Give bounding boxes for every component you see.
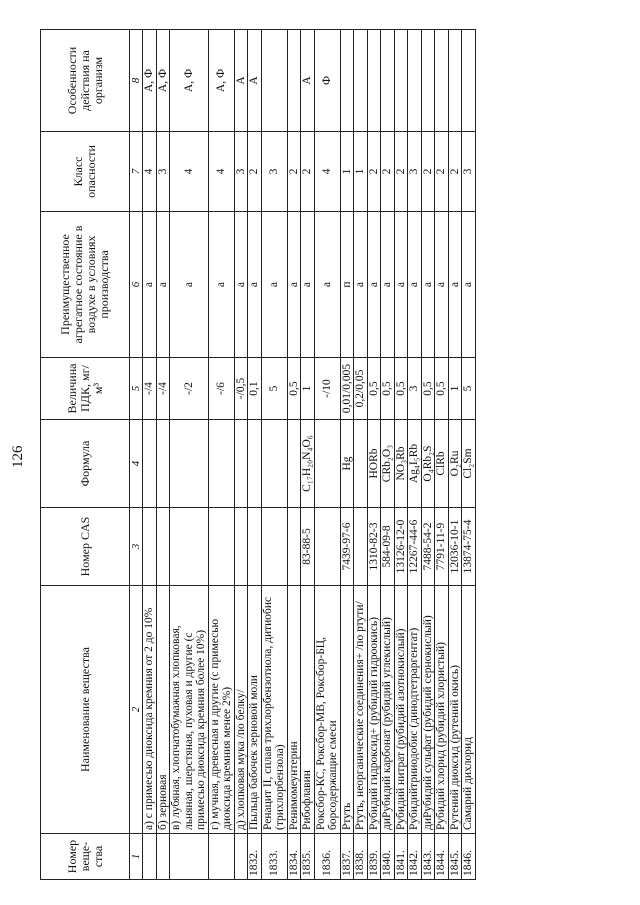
pdk-value: 1: [301, 358, 315, 420]
formula: [143, 420, 157, 508]
substance-number: 1833.: [261, 834, 287, 880]
table-row: [261, 30, 287, 880]
substance-name: Ренимомеунтерин: [287, 586, 301, 834]
table-row: [301, 30, 315, 880]
hazard-class: 2: [394, 132, 408, 212]
hazard-class: 2: [248, 132, 262, 212]
effect-on-body: А, Ф: [208, 30, 234, 132]
substance-number: 1843.: [421, 834, 435, 880]
cas-number: 13874-75-4: [462, 508, 476, 586]
aggregate-state: а: [301, 212, 315, 358]
effect-on-body: А, Ф: [170, 30, 209, 132]
substance-number: 1838.: [354, 834, 368, 880]
hazard-class: 4: [314, 132, 340, 212]
cas-number: [156, 508, 170, 586]
cas-number: [287, 508, 301, 586]
substance-name: Рибофлавин: [301, 586, 315, 834]
pdk-value: 0,5: [435, 358, 449, 420]
table-row: [248, 30, 262, 880]
pdk-value: -/6: [208, 358, 234, 420]
table-row: [394, 30, 408, 880]
header-pdk: Величина ПДК, мг/м³: [41, 358, 130, 420]
hazard-class: 4: [208, 132, 234, 212]
pdk-value: 0,2/0,05: [354, 358, 368, 420]
header-class: Класс опасности: [41, 132, 130, 212]
effect-on-body: [394, 30, 408, 132]
table-row: [234, 30, 248, 880]
substance-name: Рубидий хлорид (рубидий хлористый): [435, 586, 449, 834]
table-row: [170, 30, 209, 880]
pdk-value: 0,5: [421, 358, 435, 420]
hazard-class: 2: [421, 132, 435, 212]
effect-on-body: [408, 30, 422, 132]
aggregate-state: а: [170, 212, 209, 358]
substance-number: 1836.: [314, 834, 340, 880]
substance-name: Рубидий гидроксид+ (рубидий гидроокись): [367, 586, 381, 834]
aggregate-state: а: [381, 212, 395, 358]
effect-on-body: А: [234, 30, 248, 132]
pdk-value: 1: [448, 358, 462, 420]
effect-on-body: Ф: [314, 30, 340, 132]
table-row: [367, 30, 381, 880]
table-row: [462, 30, 476, 880]
cas-number: [170, 508, 209, 586]
pdk-value: 0,1: [248, 358, 262, 420]
substance-number: [234, 834, 248, 880]
col-number: 1: [130, 834, 143, 880]
substance-number: [208, 834, 234, 880]
page-number: 126: [10, 445, 26, 468]
formula: [170, 420, 209, 508]
hazard-class: 2: [435, 132, 449, 212]
substance-number: 1839.: [367, 834, 381, 880]
effect-on-body: [354, 30, 368, 132]
formula: [248, 420, 262, 508]
substance-number: 1844.: [435, 834, 449, 880]
formula: [234, 420, 248, 508]
effect-on-body: [287, 30, 301, 132]
pdk-value: -/4: [156, 358, 170, 420]
cas-number: [208, 508, 234, 586]
effect-on-body: [421, 30, 435, 132]
aggregate-state: а: [408, 212, 422, 358]
col-number: 5: [130, 358, 143, 420]
hazard-class: 1: [354, 132, 368, 212]
col-number: 4: [130, 420, 143, 508]
substance-name: Рутений диоксид (рутений окись): [448, 586, 462, 834]
aggregate-state: а: [354, 212, 368, 358]
substance-name: Рубидийтрииодобис (динодтетраргентат): [408, 586, 422, 834]
cas-number: [143, 508, 157, 586]
col-number: 7: [130, 132, 143, 212]
substance-name: диРубидий сульфат (рубидий сернокислый): [421, 586, 435, 834]
substance-name: д) хлопковая мука /по белку/: [234, 586, 248, 834]
substance-name: Ртуть, неорганические соединения+ /по ртути/: [354, 586, 368, 834]
formula: O₂Ru: [448, 420, 462, 508]
pdk-value: 5: [261, 358, 287, 420]
substances-table: [40, 29, 476, 880]
table-row: [208, 30, 234, 880]
substance-name: Пыльца бабочек зерновой моли: [248, 586, 262, 834]
cas-number: 7791-11-9: [435, 508, 449, 586]
effect-on-body: [435, 30, 449, 132]
aggregate-state: а: [287, 212, 301, 358]
aggregate-state: а: [421, 212, 435, 358]
substance-number: 1837.: [340, 834, 354, 880]
effect-on-body: [261, 30, 287, 132]
hazard-class: 3: [261, 132, 287, 212]
hazard-class: 3: [156, 132, 170, 212]
table-row: [156, 30, 170, 880]
effect-on-body: [340, 30, 354, 132]
cas-number: 1310-82-3: [367, 508, 381, 586]
formula: [261, 420, 287, 508]
substance-number: [156, 834, 170, 880]
pdk-value: 5: [462, 358, 476, 420]
hazard-class: 3: [234, 132, 248, 212]
aggregate-state: а: [367, 212, 381, 358]
col-number: 6: [130, 212, 143, 358]
hazard-class: 2: [367, 132, 381, 212]
header-effect: Особенности действия на организм: [41, 30, 130, 132]
cas-number: 13126-12-0: [394, 508, 408, 586]
effect-on-body: [462, 30, 476, 132]
pdk-value: -/2: [170, 358, 209, 420]
column-number-row: [130, 30, 143, 880]
pdk-value: 0,5: [367, 358, 381, 420]
table-row: [314, 30, 340, 880]
table-row: [143, 30, 157, 880]
substance-name: Самарий дихлорид: [462, 586, 476, 834]
substance-name: Ренацит II, сплав трихлорбензотиола, дитиобис (трихлорбензола): [261, 586, 287, 834]
formula: Cl₂Sm: [462, 420, 476, 508]
pdk-value: -/0,5: [234, 358, 248, 420]
pdk-value: -/10: [314, 358, 340, 420]
substance-number: [170, 834, 209, 880]
effect-on-body: А, Ф: [156, 30, 170, 132]
effect-on-body: А: [248, 30, 262, 132]
table-row: [435, 30, 449, 880]
cas-number: [354, 508, 368, 586]
aggregate-state: а: [156, 212, 170, 358]
hazard-class: 3: [408, 132, 422, 212]
substance-name: Рубидий нитрат (рубидий азотнокислый): [394, 586, 408, 834]
hazard-class: 2: [287, 132, 301, 212]
formula: Hg: [340, 420, 354, 508]
effect-on-body: [448, 30, 462, 132]
formula: [287, 420, 301, 508]
aggregate-state: а: [143, 212, 157, 358]
table-row: [381, 30, 395, 880]
hazard-class: 2: [381, 132, 395, 212]
cas-number: [248, 508, 262, 586]
substance-name: Роксбор-КС, Роксбор-МВ, Роксбор-БЦ, борсодержащие смеси: [314, 586, 340, 834]
substance-number: 1832.: [248, 834, 262, 880]
formula: [354, 420, 368, 508]
table-row: [408, 30, 422, 880]
formula: CRb₂O₃: [381, 420, 395, 508]
pdk-value: -/4: [143, 358, 157, 420]
header-formula: Формула: [41, 420, 130, 508]
hazard-class: 2: [448, 132, 462, 212]
substance-number: 1846.: [462, 834, 476, 880]
pdk-value: 0,01/0,005: [340, 358, 354, 420]
cas-number: [314, 508, 340, 586]
cas-number: 7488-54-2: [421, 508, 435, 586]
aggregate-state: а: [208, 212, 234, 358]
substance-name: б) зерновая: [156, 586, 170, 834]
hazard-class: 2: [301, 132, 315, 212]
hazard-class: 4: [170, 132, 209, 212]
table-row: [340, 30, 354, 880]
substance-number: [143, 834, 157, 880]
table-row: [287, 30, 301, 880]
header-number: Номер веще- ства: [41, 834, 130, 880]
cas-number: 12267-44-6: [408, 508, 422, 586]
rotated-table-container: [40, 30, 624, 880]
cas-number: 12036-10-1: [448, 508, 462, 586]
effect-on-body: [381, 30, 395, 132]
effect-on-body: [367, 30, 381, 132]
header-row: [41, 30, 130, 880]
pdk-value: 3: [408, 358, 422, 420]
substance-name: диРубидий карбонат (рубидий углекислый): [381, 586, 395, 834]
aggregate-state: а: [234, 212, 248, 358]
hazard-class: 1: [340, 132, 354, 212]
substance-name: в) лубяная, хлопчатобумажная хлопковая, льняная, шерстяная, пуховая и другие (с примесью диоксида кремния более 10%): [170, 586, 209, 834]
pdk-value: 0,5: [287, 358, 301, 420]
table-row: [354, 30, 368, 880]
aggregate-state: а: [394, 212, 408, 358]
substance-name: г) мучная, древесная и другие (с примесью диоксида кремния менее 2%): [208, 586, 234, 834]
aggregate-state: а: [248, 212, 262, 358]
substance-name: а) с примесью диоксида кремния от 2 до 10%: [143, 586, 157, 834]
substance-name: Ртуть: [340, 586, 354, 834]
aggregate-state: а: [462, 212, 476, 358]
aggregate-state: а: [435, 212, 449, 358]
formula: NO₃Rb: [394, 420, 408, 508]
formula: HORb: [367, 420, 381, 508]
effect-on-body: А, Ф: [143, 30, 157, 132]
aggregate-state: а: [448, 212, 462, 358]
substance-number: 1840.: [381, 834, 395, 880]
formula: [314, 420, 340, 508]
substance-number: 1834.: [287, 834, 301, 880]
formula: O₄Rb₂S: [421, 420, 435, 508]
aggregate-state: а: [261, 212, 287, 358]
formula: [208, 420, 234, 508]
table-row: [421, 30, 435, 880]
formula: C₁₇H₂₀N₄O₆: [301, 420, 315, 508]
cas-number: 584-09-8: [381, 508, 395, 586]
header-state: Преимущественное агрегатное состояние в воздухе в условиях производства: [41, 212, 130, 358]
aggregate-state: а: [314, 212, 340, 358]
cas-number: [261, 508, 287, 586]
header-cas: Номер CAS: [41, 508, 130, 586]
hazard-class: 4: [143, 132, 157, 212]
col-number: 2: [130, 586, 143, 834]
formula: [156, 420, 170, 508]
cas-number: 7439-97-6: [340, 508, 354, 586]
substance-number: 1841.: [394, 834, 408, 880]
effect-on-body: А: [301, 30, 315, 132]
substance-number: 1835.: [301, 834, 315, 880]
cas-number: 83-88-5: [301, 508, 315, 586]
col-number: 8: [130, 30, 143, 132]
hazard-class: 3: [462, 132, 476, 212]
cas-number: [234, 508, 248, 586]
table-row: [448, 30, 462, 880]
formula: ClRb: [435, 420, 449, 508]
col-number: 3: [130, 508, 143, 586]
substance-number: 1842.: [408, 834, 422, 880]
pdk-value: 0,5: [381, 358, 395, 420]
aggregate-state: п: [340, 212, 354, 358]
pdk-value: 0,5: [394, 358, 408, 420]
formula: Ag₄I₅Rb: [408, 420, 422, 508]
header-name: Наименование вещества: [41, 586, 130, 834]
substance-number: 1845.: [448, 834, 462, 880]
